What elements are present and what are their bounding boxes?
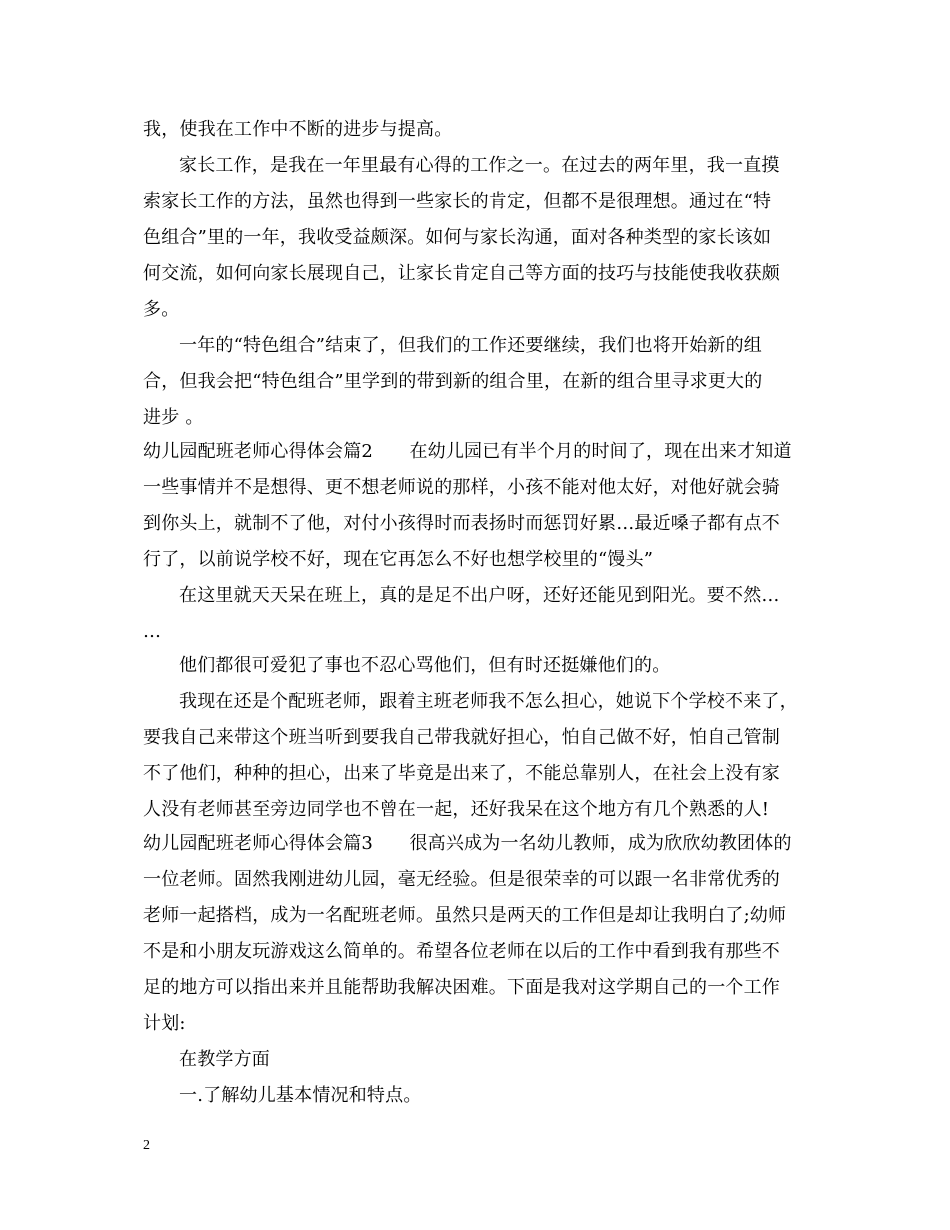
- text-line: 色组合”里的一年，我收受益颇深。如何与家长沟通，面对各种类型的家长该如: [143, 227, 772, 248]
- text-line: 不了他们，种种的担心，出来了毕竟是出来了，不能总靠别人，在社会上没有家: [143, 763, 780, 784]
- text-line: 不是和小朋友玩游戏这么简单的。希望各位老师在以后的工作中看到我有那些不: [143, 941, 780, 962]
- text-line: 何交流，如何向家长展现自己，让家长肯定自己等方面的技巧与技能使我收获颇: [143, 263, 780, 284]
- text-line: 多。: [143, 299, 180, 320]
- section-heading-line: 幼儿园配班老师心得体会篇3 很高兴成为一名幼儿教师，成为欣欣幼教团体的: [143, 833, 792, 854]
- text-line: 一年的“特色组合”结束了，但我们的工作还要继续，我们也将开始新的组: [179, 335, 763, 356]
- text-line: 家长工作，是我在一年里最有心得的工作之一。在过去的两年里，我一直摸: [179, 155, 780, 176]
- text-line: 要我自己来带这个班当听到要我自己带我就好担心，怕自己做不好，怕自己管制: [143, 727, 780, 748]
- text-line: 他们都很可爱犯了事也不忍心骂他们，但有时还挺嫌他们的。: [179, 655, 671, 676]
- text-line: 一.了解幼儿基本情况和特点。: [179, 1085, 422, 1106]
- text-line: …: [143, 621, 162, 642]
- text-line: 在教学方面: [179, 1049, 270, 1070]
- text-line: 在这里就天天呆在班上，真的是足不出户呀，还好还能见到阳光。要不然…: [179, 585, 780, 606]
- text-line: 足的地方可以指出来并且能帮助我解决困难。下面是我对这学期自己的一个工作: [143, 977, 780, 998]
- text-line: 一位老师。固然我刚进幼儿园，毫无经验。但是很荣幸的可以跟一名非常优秀的: [143, 869, 780, 890]
- text-line: 老师一起搭档，成为一名配班老师。虽然只是两天的工作但是却让我明白了;幼师: [143, 905, 787, 926]
- text-line: 进步 。: [143, 407, 204, 428]
- text-line: 行了，以前说学校不好，现在它再怎么不好也想学校里的“馒头”: [143, 549, 654, 570]
- page-number: 2: [143, 1138, 150, 1153]
- text-line: 一些事情并不是想得、更不想老师说的那样，小孩不能对他太好，对他好就会骑: [143, 477, 780, 498]
- text-line: 我，使我在工作中不断的进步与提高。: [143, 119, 453, 140]
- text-line: 合，但我会把“特色组合”里学到的带到新的组合里，在新的组合里寻求更大的: [143, 371, 763, 392]
- section-heading-line: 幼儿园配班老师心得体会篇2 在幼儿园已有半个月的时间了，现在出来才知道: [143, 441, 792, 462]
- text-line: 索家长工作的方法，虽然也得到一些家长的肯定，但都不是很理想。通过在“特: [143, 191, 772, 212]
- text-line: 人没有老师甚至旁边同学也不曾在一起，还好我呆在这个地方有几个熟悉的人!: [143, 799, 770, 820]
- text-line: 到你头上，就制不了他，对付小孩得时而表扬时而惩罚好累…最近嗓子都有点不: [143, 513, 780, 534]
- text-line: 我现在还是个配班老师，跟着主班老师我不怎么担心，她说下个学校不来了，: [179, 691, 798, 712]
- text-line: 计划:: [143, 1013, 186, 1034]
